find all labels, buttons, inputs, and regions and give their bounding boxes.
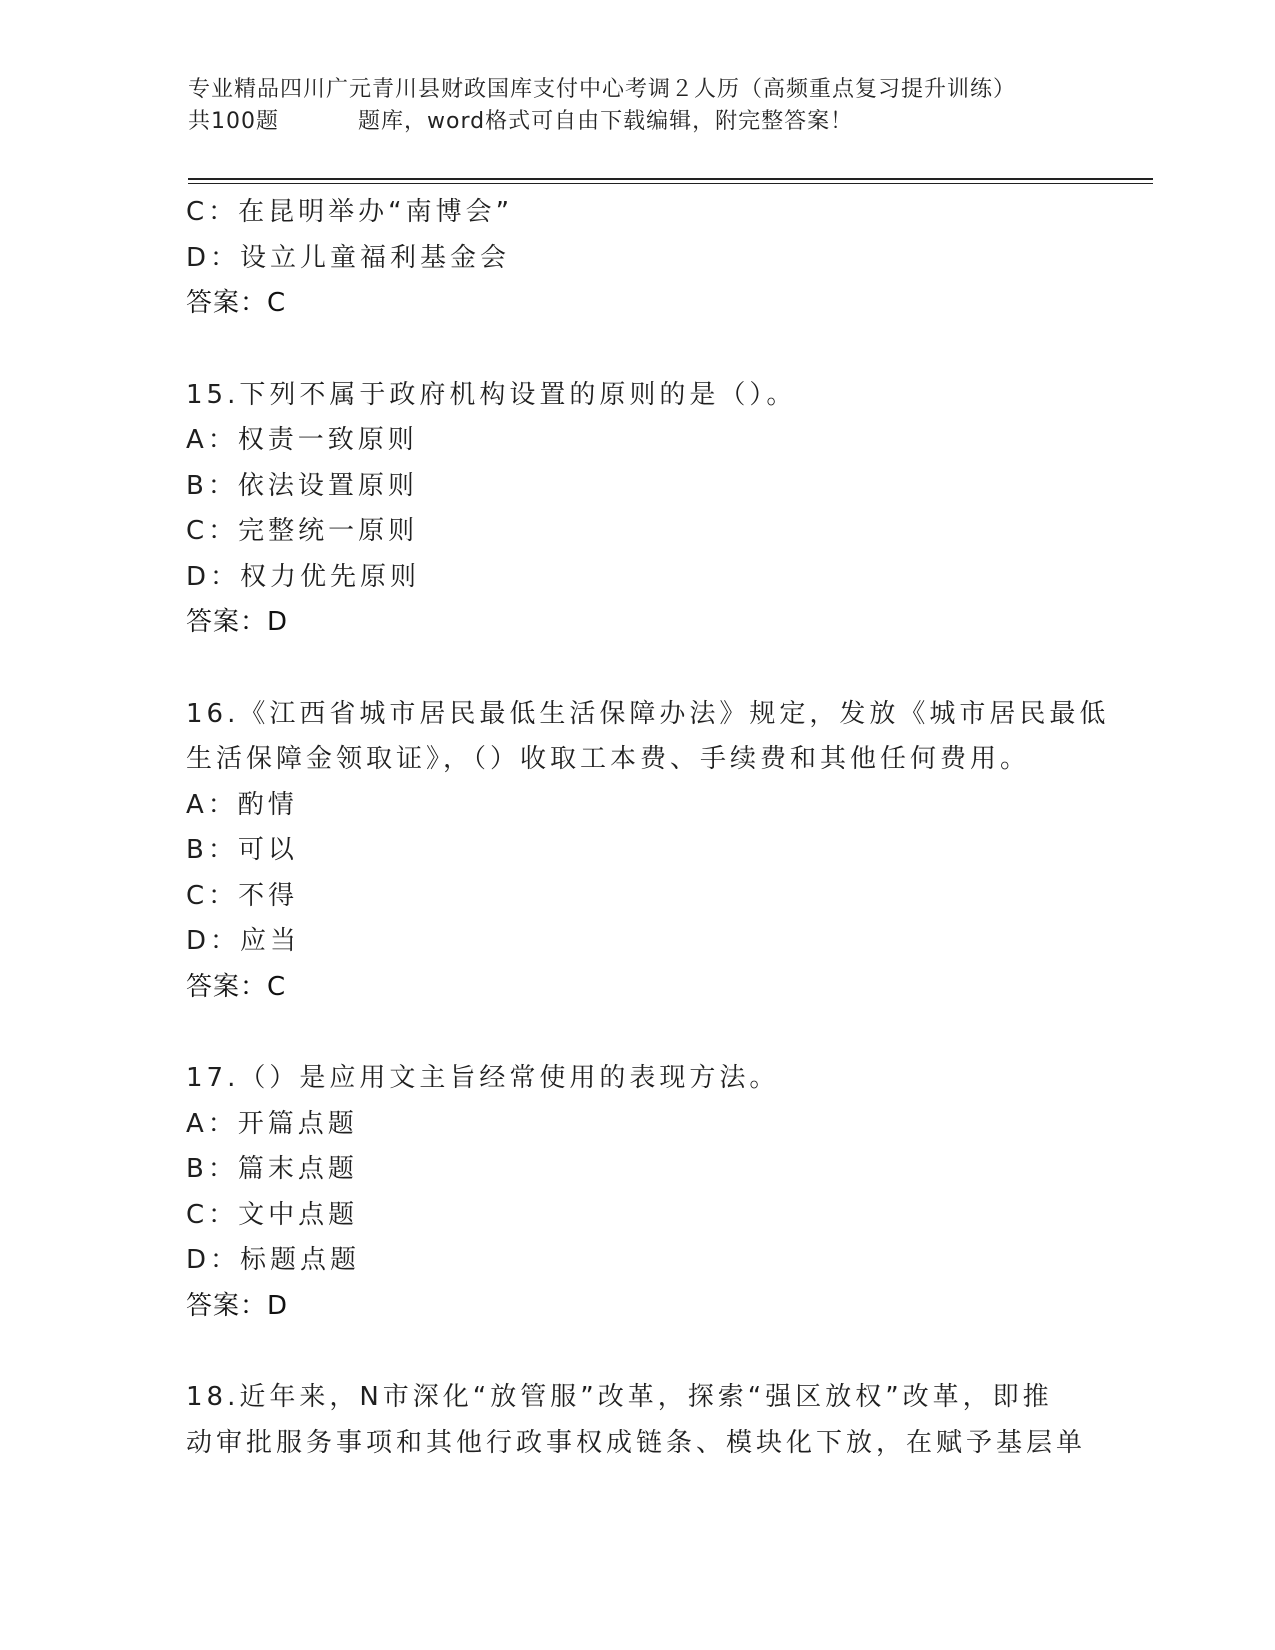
question-18 bbox=[186, 1375, 1086, 1466]
question-list bbox=[186, 190, 1110, 1466]
question-count: 共100题 bbox=[188, 109, 279, 134]
option-b: B：篇末点题 bbox=[186, 1154, 358, 1184]
question-17 bbox=[186, 1056, 1086, 1329]
option-d: D：应当 bbox=[186, 926, 301, 956]
stem-line: 15.下列不属于政府机构设置的原则的是（）。 bbox=[186, 379, 797, 410]
answer-line: 答案：D bbox=[186, 1290, 289, 1321]
question-spacer bbox=[186, 327, 1086, 373]
question-spacer bbox=[186, 1010, 1086, 1056]
stem-line: 18.近年来，N市深化“放管服”改革，探索“强区放权”改革，即推 bbox=[186, 1382, 1053, 1412]
header-title-line: 专业精品四川广元青川县财政国库支付中心考调２人历（高频重点复习提升训练） bbox=[188, 77, 1017, 102]
stem-line: 动审批服务事项和其他行政事权成链条、模块化下放，在赋予基层单 bbox=[186, 1427, 1087, 1458]
option-c: C：不得 bbox=[186, 880, 299, 911]
option-c: C：完整统一原则 bbox=[186, 516, 419, 546]
option-a: A：酌情 bbox=[186, 789, 298, 820]
question-14-continued bbox=[186, 190, 1086, 327]
option-d: D：标题点题 bbox=[186, 1245, 361, 1275]
answer-line: 答案：C bbox=[186, 971, 287, 1002]
option-b: B：依法设置原则 bbox=[186, 470, 418, 501]
stem-line: 16.《江西省城市居民最低生活保障办法》规定，发放《城市居民最低 bbox=[186, 698, 1110, 729]
option-c: C：在昆明举办“南博会” bbox=[186, 197, 514, 227]
option-d: D：权力优先原则 bbox=[186, 561, 421, 592]
question-stem bbox=[186, 1056, 1086, 1102]
header-divider-thin bbox=[188, 183, 1153, 184]
question-spacer bbox=[186, 1329, 1086, 1375]
question-16 bbox=[186, 692, 1110, 1011]
question-stem bbox=[186, 373, 1086, 419]
header-description: 题库，word格式可自由下载编辑，附完整答案！ bbox=[358, 109, 854, 134]
stem-line: 生活保障金领取证》，（）收取工本费、手续费和其他任何费用。 bbox=[186, 744, 1031, 774]
option-b: B：可以 bbox=[186, 835, 298, 865]
document-header bbox=[188, 74, 1088, 138]
option-d: D：设立儿童福利基金会 bbox=[186, 242, 511, 273]
option-a: A：开篇点题 bbox=[186, 1108, 358, 1139]
question-stem bbox=[186, 692, 1110, 783]
option-c: C：文中点题 bbox=[186, 1199, 359, 1230]
option-a: A：权责一致原则 bbox=[186, 425, 418, 455]
question-spacer bbox=[186, 646, 1086, 692]
answer-line: 答案：C bbox=[186, 288, 287, 318]
question-15 bbox=[186, 373, 1086, 646]
question-stem bbox=[186, 1375, 1086, 1466]
header-subtitle-line bbox=[188, 106, 1088, 138]
header-divider-thick bbox=[188, 178, 1153, 180]
answer-line: 答案：D bbox=[186, 607, 289, 637]
stem-line: 17.（）是应用文主旨经常使用的表现方法。 bbox=[186, 1063, 780, 1093]
